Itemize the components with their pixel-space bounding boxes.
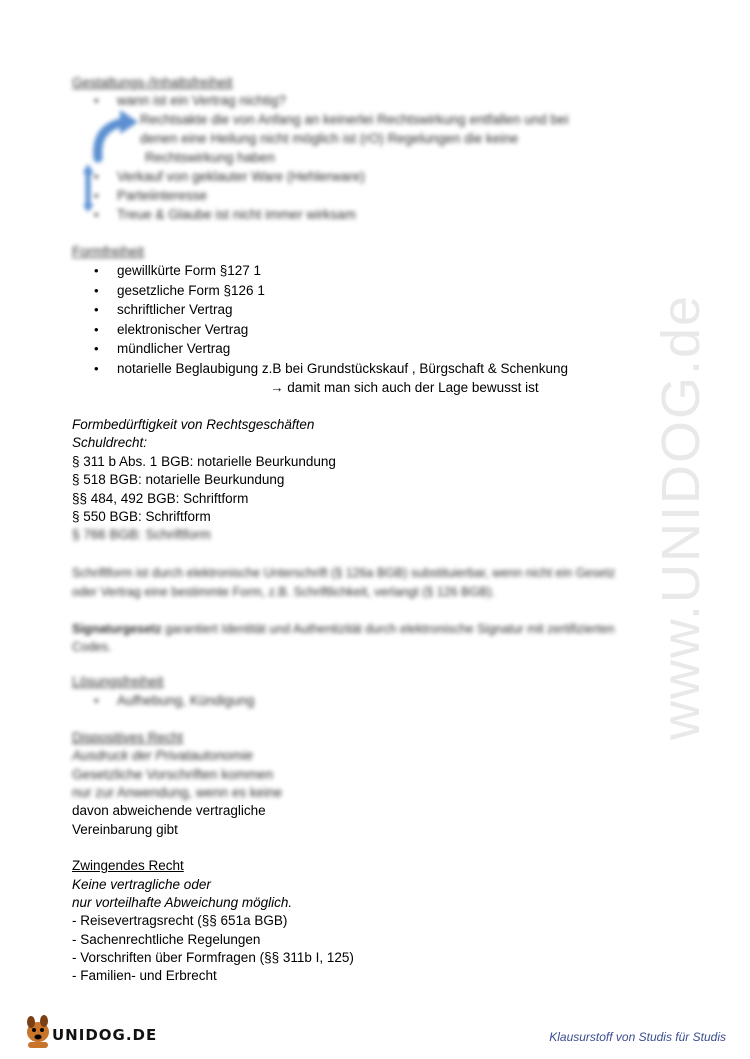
list-item: notarielle Beglaubigung z.B bei Grundstückskauf , Bürgschaft & Schenkung [117,361,569,376]
text-line: Gesetzliche Vorschriften kommen [72,767,274,782]
text-line: § 550 BGB: Schriftform [72,509,211,524]
bold-term: Signaturgesetz [72,622,162,636]
list-item: gesetzliche Form §126 1 [117,283,265,298]
bullet: • [94,188,99,203]
bullet: • [94,207,99,222]
text-line: Vereinbarung gibt [72,822,178,837]
text-line: davon abweichende vertragliche [72,803,266,818]
list-item: mündlicher Vertrag [117,341,231,356]
text-line: - Familien- und Erbrecht [72,968,217,983]
bullet: • [94,693,99,708]
text-line: - Reisevertragsrecht (§§ 651a BGB) [72,913,288,928]
watermark: www.UNIDOG.de [651,293,711,740]
logo-text: UNIDOG.DE [52,1026,158,1044]
list-item: Treue & Glaube ist nicht immer wirksam [117,207,356,222]
text-line: § 518 BGB: notarielle Beurkundung [72,472,285,487]
bullet: • [94,302,99,317]
bullet: • [94,93,99,108]
list-item: denen eine Heilung nicht möglich ist (rO) Regelungen die keine [140,131,519,146]
list-item: Parteiinteresse [117,188,208,203]
footer-tagline: Klausurstoff von Studis für Studis [549,1030,726,1044]
list-item: gewillkürte Form §127 1 [117,263,262,278]
text-line: Schriftform ist durch elektronische Unterschrift (§ 126a BGB) substituierbar, wenn nicht ein Gesetz [72,566,616,580]
section-title: Formbedürftigkeit von Rechtsgeschäften [72,417,315,432]
text-line: Ausdruck der Privatautonomie [72,748,253,763]
section-heading: Dispositives Recht [72,730,184,745]
text-line: - Sachenrechtliche Regelungen [72,932,261,947]
list-item: wann ist ein Vertrag nichtig? [117,93,286,108]
section-heading: Zwingendes Recht [72,858,184,873]
text-line: nur zur Anwendung, wenn es keine [72,785,283,800]
list-item: schriftlicher Vertrag [117,302,233,317]
bullet: • [94,361,99,376]
list-item: Rechtsakte die von Anfang an keinerlei Rechtswirkung entfallen und bei [140,112,569,127]
section-heading: Lösungsfreiheit [72,674,164,689]
text-line: nur vorteilhafte Abweichung möglich. [72,895,293,910]
text-line: § 311 b Abs. 1 BGB: notarielle Beurkundung [72,454,336,469]
curved-arrow-icon [84,108,144,213]
bullet: • [94,322,99,337]
list-item: Verkauf von geklauter Ware (Hehlerware) [117,169,365,184]
section-subtitle: Schuldrecht: [72,435,148,450]
section-heading: Formfreiheit [72,244,145,259]
bullet: • [94,169,99,184]
text-line: §§ 484, 492 BGB: Schriftform [72,491,249,506]
bullet: • [94,263,99,278]
section-heading: Gestaltungs-/Inhaltsfreiheit [72,75,233,90]
text-line: § 766 BGB: Schriftform [72,527,211,542]
list-item: Rechtswirkung haben [145,150,275,165]
bullet: • [94,341,99,356]
text-line: oder Vertrag eine bestimmte Form, z.B. Schriftlichkeit, verlangt (§ 126 BGB). [72,585,496,599]
text-line: - Vorschriften über Formfragen (§§ 311b I, 125) [72,950,354,965]
text-line [72,620,615,638]
text-line: Keine vertragliche oder [72,877,211,892]
text-line: Codes. [72,640,112,654]
note: → damit man sich auch der Lage bewusst ist [270,380,539,395]
list-item: Aufhebung, Kündigung [117,693,255,708]
text-span: garantiert Identität und Authentizität durch elektronische Signatur mit zertifizierten [161,622,615,636]
list-item: elektronischer Vertrag [117,322,249,337]
bullet: • [94,283,99,298]
